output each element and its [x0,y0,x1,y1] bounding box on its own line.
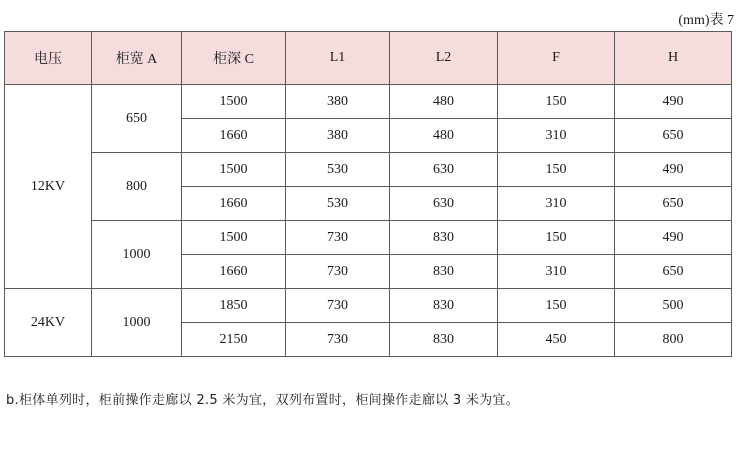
l2-cell: 830 [390,221,498,255]
l1-cell: 380 [286,85,390,119]
l2-cell: 830 [390,255,498,289]
header-cabinet-depth: 柜深 C [182,32,286,85]
header-voltage: 电压 [5,32,92,85]
l1-cell: 530 [286,153,390,187]
cabinet-dimension-table [4,31,732,357]
f-cell: 150 [498,289,615,323]
depth-cell: 1660 [182,255,286,289]
l2-cell: 480 [390,119,498,153]
depth-cell: 1500 [182,221,286,255]
l2-cell: 630 [390,187,498,221]
f-cell: 310 [498,187,615,221]
depth-cell: 1500 [182,85,286,119]
table-row [5,289,732,323]
table-header-row [5,32,732,85]
h-cell: 650 [615,119,732,153]
header-l1: L1 [286,32,390,85]
h-cell: 650 [615,187,732,221]
l1-cell: 730 [286,255,390,289]
h-cell: 650 [615,255,732,289]
table-caption: (mm)表 7 [678,13,734,28]
h-cell: 490 [615,153,732,187]
l2-cell: 630 [390,153,498,187]
l1-cell: 730 [286,323,390,357]
voltage-cell: 12KV [5,85,92,289]
h-cell: 490 [615,85,732,119]
h-cell: 500 [615,289,732,323]
depth-cell: 1500 [182,153,286,187]
l2-cell: 830 [390,289,498,323]
depth-cell: 2150 [182,323,286,357]
f-cell: 310 [498,255,615,289]
footnote: b.柜体单列时，柜前操作走廊以 2.5 米为宜，双列布置时，柜间操作走廊以 3 米为宜。 [6,393,520,408]
width-cell: 1000 [92,289,182,357]
width-cell: 650 [92,85,182,153]
f-cell: 310 [498,119,615,153]
h-cell: 490 [615,221,732,255]
h-cell: 800 [615,323,732,357]
table-row [5,85,732,119]
voltage-cell: 24KV [5,289,92,357]
depth-cell: 1660 [182,187,286,221]
f-cell: 150 [498,221,615,255]
width-cell: 800 [92,153,182,221]
header-cabinet-width: 柜宽 A [92,32,182,85]
l2-cell: 480 [390,85,498,119]
l1-cell: 730 [286,221,390,255]
f-cell: 450 [498,323,615,357]
depth-cell: 1660 [182,119,286,153]
table-row [5,153,732,187]
header-f: F [498,32,615,85]
depth-cell: 1850 [182,289,286,323]
l1-cell: 530 [286,187,390,221]
l2-cell: 830 [390,323,498,357]
f-cell: 150 [498,153,615,187]
l1-cell: 380 [286,119,390,153]
l1-cell: 730 [286,289,390,323]
width-cell: 1000 [92,221,182,289]
header-l2: L2 [390,32,498,85]
table-row [5,221,732,255]
header-h: H [615,32,732,85]
f-cell: 150 [498,85,615,119]
